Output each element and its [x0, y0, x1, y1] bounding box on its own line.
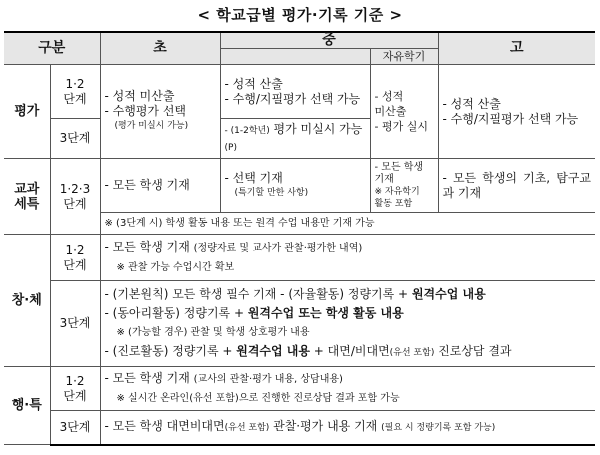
eval-elem-line2: - 수행평가 선택: [104, 104, 187, 118]
subject-elementary-cell: - 모든 학생 기재: [100, 159, 220, 213]
evaluation-criteria-table: [4, 31, 595, 446]
eval-mid-line2: - 수행/지필평가 선택 가능: [224, 91, 361, 106]
eval-free-line1: - 성적 미산출: [374, 90, 407, 118]
category-evaluation: 평가: [4, 65, 50, 159]
eval-stage-3: 3단계: [50, 119, 100, 159]
eval-elementary-cell: [100, 65, 220, 159]
eval-mid3-main: 평가 미실시 가능: [273, 121, 363, 136]
behavior-stage-12: 1·2 단계: [50, 367, 100, 411]
creative-s12-line1: - 모든 학생 기재: [104, 240, 190, 254]
subject-note: ※ (3단계 시) 학생 활동 내용 또는 원격 수업 내용만 기재 가능: [100, 213, 595, 235]
eval-high-line1: - 성적 산출: [442, 96, 501, 111]
category-subject: 교과 세특: [4, 159, 50, 235]
eval-high-cell: [438, 65, 595, 159]
creative-s12-line2: ※ 관찰 가능 수업시간 확보: [116, 262, 235, 273]
behavior-s3-part2: (유선 포함): [224, 422, 270, 433]
eval-free-cell: [370, 65, 438, 159]
creative-s3-line1: - (기본원칙) 모든 학생 필수 기재 - (자율활동) 정량기록 +: [104, 286, 412, 301]
creative-s12-note: (정량자료 및 교사가 관찰·평가한 내역): [193, 243, 363, 254]
subject-free-line: - 모든 학생 기재: [374, 161, 424, 185]
behavior-s12-line2: ※ 실시간 온라인(유선 포함)으로 진행한 진로상담 결과 포함 가능: [116, 393, 400, 404]
creative-stage3-cell: [100, 281, 595, 367]
subject-free-note: ※ 자유학기 활동 포함: [374, 186, 420, 209]
subject-mid-note: (특기할 만한 사항): [234, 187, 309, 198]
creative-s3-line4-end: 진로상담 결과: [434, 343, 512, 358]
behavior-stage-3: 3단계: [50, 411, 100, 445]
creative-s3-line2: - (동아리활동) 정량기록 +: [104, 305, 248, 320]
creative-s3-line4-bold: 원격수업 내용: [236, 343, 310, 358]
creative-stage12-cell: [100, 235, 595, 281]
eval-mid3-suffix: (P): [224, 142, 237, 153]
page-title: < 학교급별 평가·기록 기준 >: [197, 6, 403, 24]
eval-middle-stage3-cell: [220, 119, 370, 159]
creative-s3-line4-mid: + 대면/비대면: [309, 343, 390, 358]
category-behavior: 행·특: [4, 367, 50, 445]
header-middle: 중: [220, 32, 438, 49]
creative-stage-12: 1·2 단계: [50, 235, 100, 281]
subject-free-cell: [370, 159, 438, 213]
behavior-s3-part3: 관찰·평가 내용 기재: [269, 418, 378, 433]
creative-s3-line3: ※ (가능할 경우) 관찰 및 학생 상호평가 내용: [116, 326, 310, 338]
header-gubun: 구분: [4, 32, 100, 65]
eval-elem-note: (평가 미실시 가능): [114, 121, 189, 131]
behavior-stage12-cell: [100, 367, 595, 411]
creative-stage-3: 3단계: [50, 281, 100, 367]
header-elementary: 초: [100, 32, 220, 65]
subject-stage: 1·2·3 단계: [50, 159, 100, 235]
category-creative: 창·체: [4, 235, 50, 367]
header-high: 고: [438, 32, 595, 65]
eval-elem-line1: - 성적 미산출: [104, 89, 175, 103]
behavior-s12-note: (교사의 관찰·평가 내용, 상담내용): [193, 374, 343, 385]
behavior-s3-part1: - 모든 학생 대면비대면: [104, 418, 225, 433]
creative-s3-line2-bold: 원격수업 또는 학생 활동 내용: [247, 305, 404, 320]
creative-s3-line1-bold: 원격수업 내용: [411, 286, 486, 301]
eval-free-line2: - 평가 실시: [374, 120, 428, 133]
subject-middle-cell: [220, 159, 370, 213]
header-free-semester: 자유학기: [370, 49, 438, 65]
creative-s3-line4-small: (유선 포함): [389, 347, 435, 358]
eval-mid3-prefix: - (1-2학년): [224, 125, 270, 136]
behavior-stage3-cell: [100, 411, 595, 445]
eval-high-line2: - 수행/지필평가 선택 가능: [442, 111, 579, 126]
behavior-s12-line1: - 모든 학생 기재: [104, 371, 190, 385]
subject-mid-line: - 선택 기재: [224, 170, 283, 185]
behavior-s3-part4: (필요 시 정량기록 포함 가능): [381, 422, 496, 433]
creative-s3-line4: - (진로활동) 정량기록 +: [104, 343, 237, 358]
subject-high-cell: - 모든 학생의 기초, 탐구교과 기재: [438, 159, 595, 213]
eval-middle-cell: [220, 65, 370, 119]
eval-mid-line1: - 성적 산출: [224, 76, 283, 91]
eval-stage-12: 1·2 단계: [50, 65, 100, 119]
